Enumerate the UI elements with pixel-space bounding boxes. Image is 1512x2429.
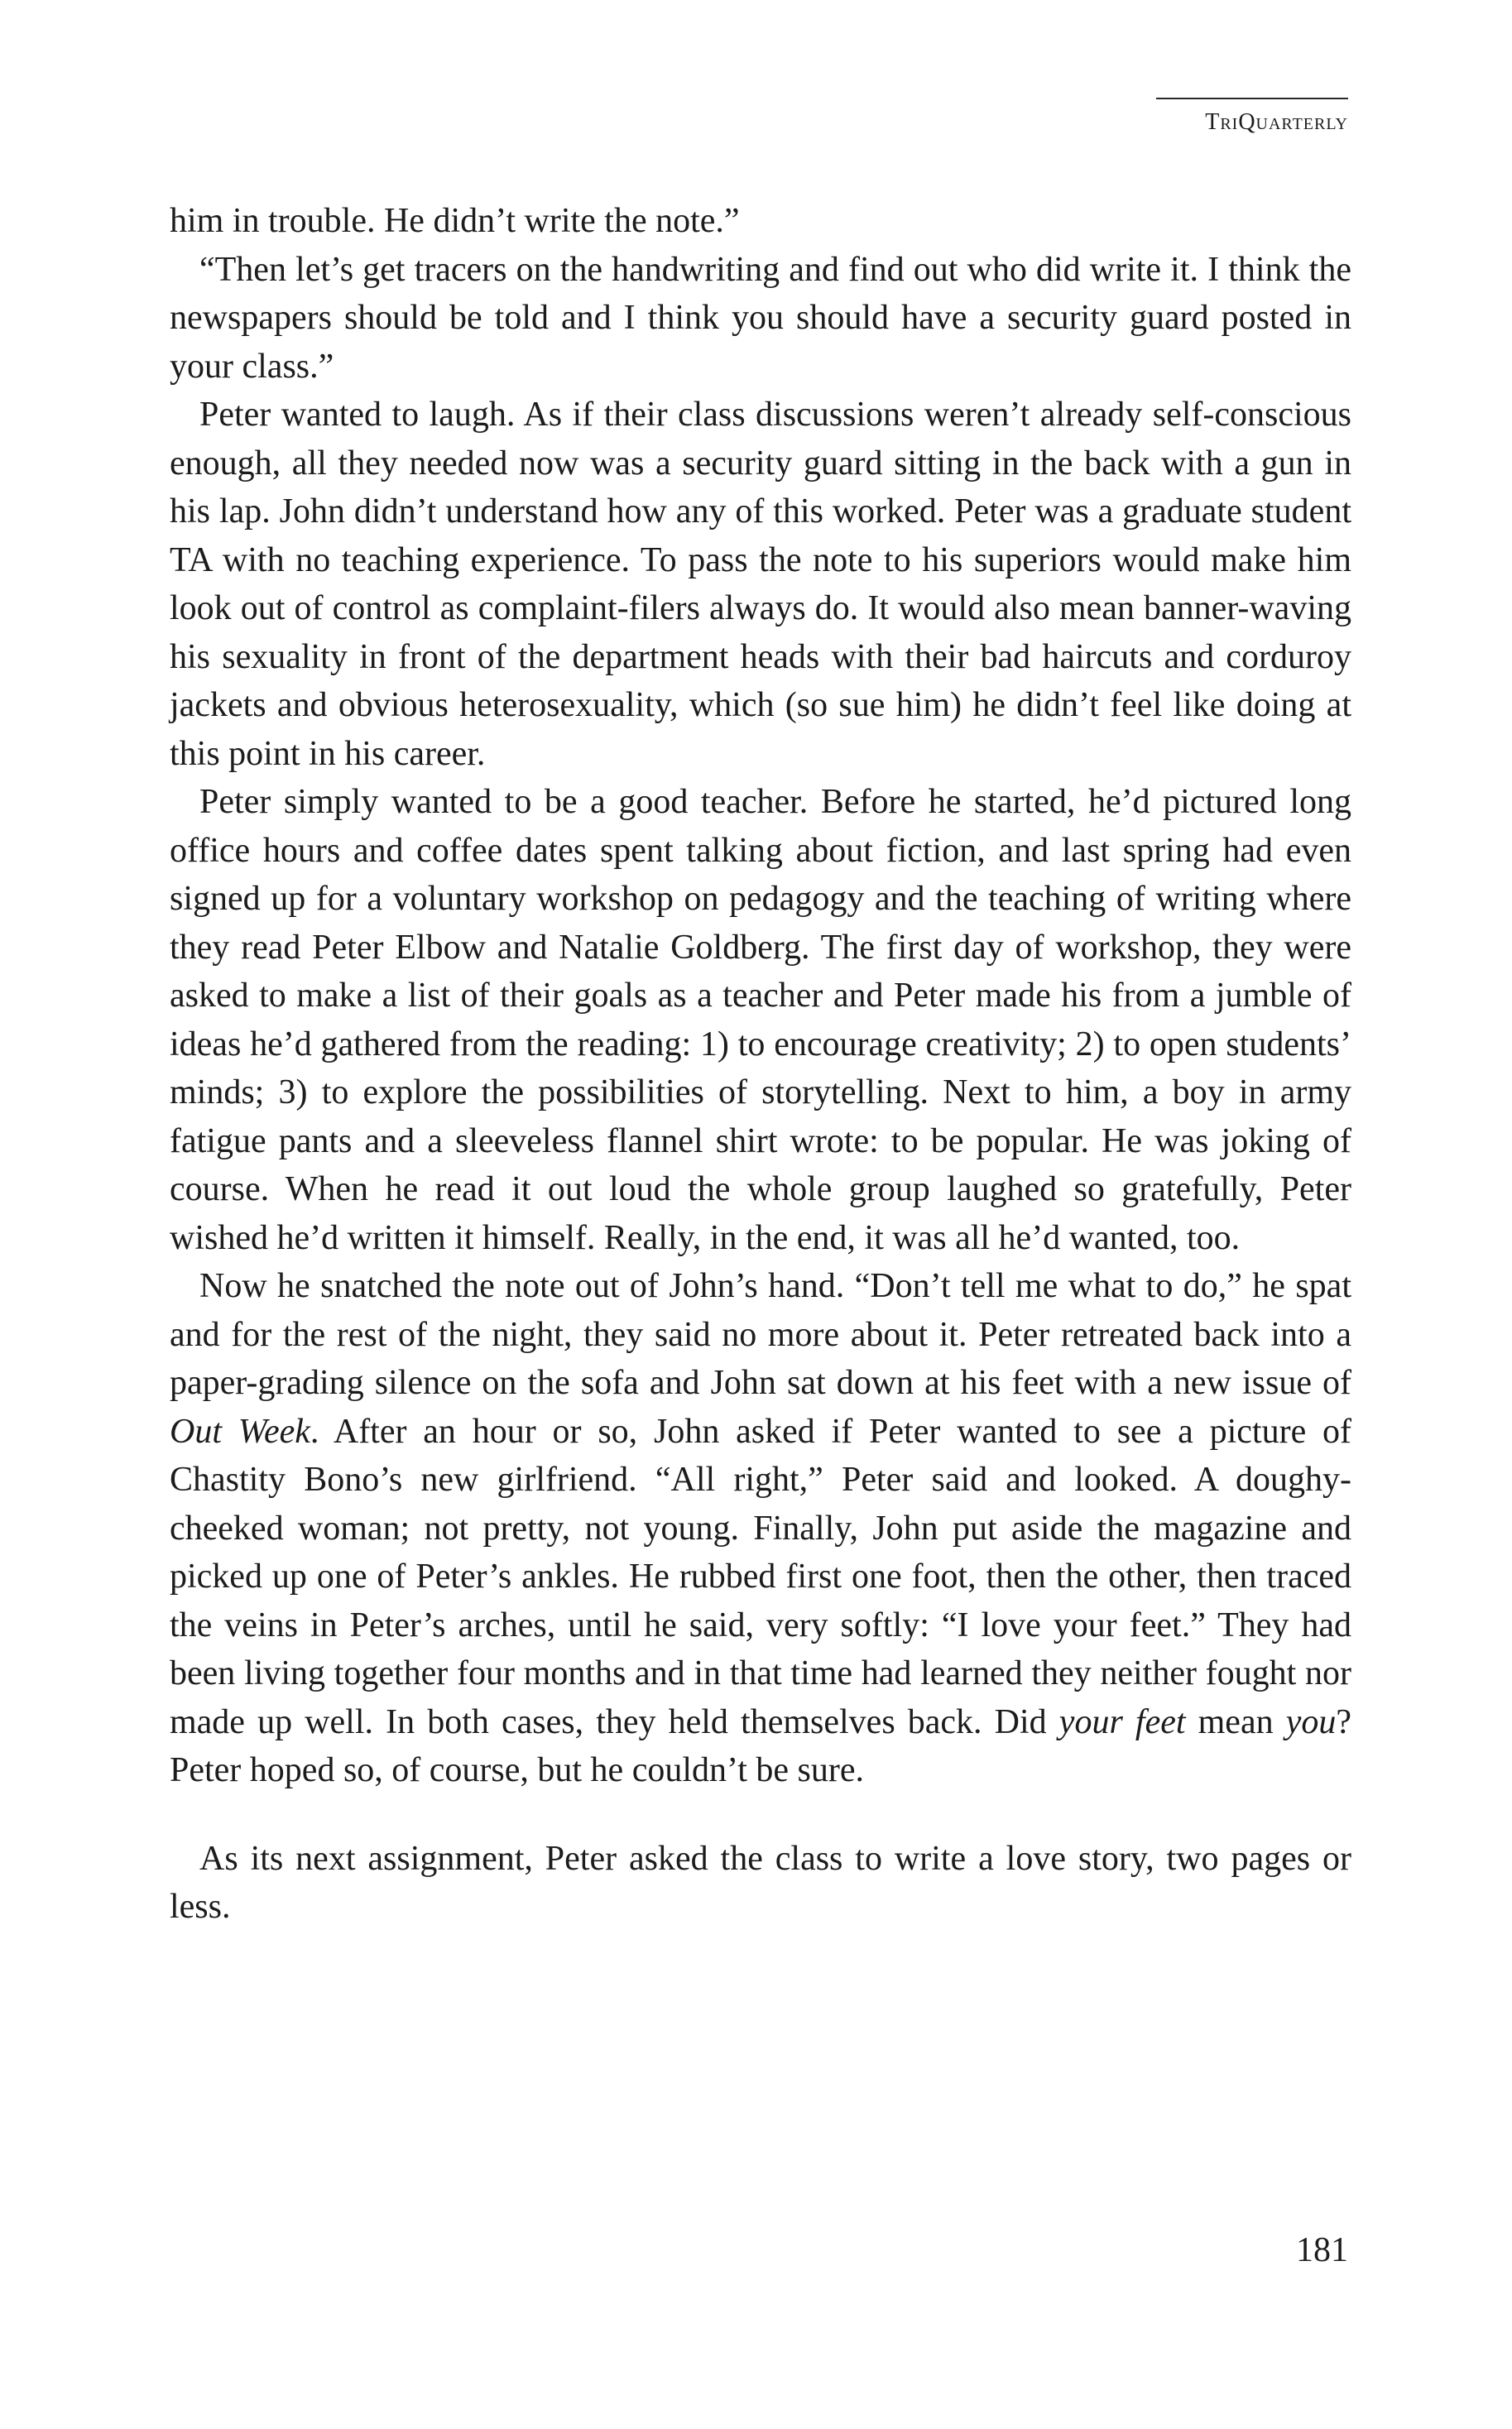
running-header [1156, 98, 1348, 136]
paragraph-5-part-a: Now he snatched the note out of John’s hand. “Don’t tell me what to do,” he spat and for the rest of the night, they said no more about it. Peter retreated back into a paper-grading silence on the sofa and John sat down at his feet with a new issue of [170, 1267, 1351, 1402]
body-text [170, 197, 1351, 1932]
header-rule [1156, 98, 1348, 99]
italic-you: you [1285, 1702, 1337, 1741]
paragraph-4: Peter simply wanted to be a good teacher. Before he started, he’d pictured long office hours and coffee dates spent talking about fiction, and last spring had even signed up for a voluntary workshop on pedagogy and the teaching of writing where they read Peter Elbow and Natalie Goldberg. The first day of workshop, they were asked to make a list of their goals as a teacher and Peter made his from a jumble of ideas he’d gathered from the reading: 1) to encourage creativity; 2) to open students’ minds; 3) to explore the possibilities of storytelling. Next to him, a boy in army fatigue pants and a sleeveless flannel shirt wrote: to be popular. He was joking of course. When he read it out loud the whole group laughed so gratefully, Peter wished he’d written it himself. Really, in the end, it was all he’d wanted, too. [170, 783, 1351, 1257]
journal-title: TriQuarterly [1205, 109, 1348, 135]
section-break [170, 1795, 1351, 1835]
page-number: 181 [1296, 2231, 1348, 2269]
paragraph-3: Peter wanted to laugh. As if their class discussions weren’t already self-conscious enough, all they needed now was a security guard sitting in the back with a gun in his lap. John didn’t understand how any of this worked. Peter was a graduate student TA with no teaching experience. To pass the note to his superiors would make him look out of control as complaint-filers always do. It would also mean banner-waving his sexuality in front of the department heads with their bad haircuts and corduroy jackets and obvious heterosexuality, which (so sue him) he didn’t feel like doing at this point in his career. [170, 396, 1351, 773]
italic-your-feet: your feet [1058, 1702, 1186, 1741]
paragraph-5-part-d: ? Peter hoped so, of course, but he couldn’t be sure. [170, 1702, 1352, 1789]
paragraph-5-part-b: . After an hour or so, John asked if Peter wanted to see a picture of Chastity Bono’s new girlfriend. “All right,” Peter said and looked. A doughy-cheeked woman; not pretty, not young. Finally, John put aside the magazine and picked up one of Peter’s ankles. He rubbed first one foot, then the other, then traced the veins in Peter’s arches, until he said, very softly: “I love your feet.” They had been living together four months and in that time had learned they neither fought nor made up well. In both cases, they held themselves back. Did [170, 1412, 1351, 1741]
paragraph-2: “Then let’s get tracers on the handwriting and find out who did write it. I think the newspapers should be told and I think you should have a security guard posted in your class.” [170, 250, 1351, 386]
magazine-title: Out Week [170, 1412, 310, 1451]
paragraph-5-part-c: mean [1185, 1702, 1286, 1741]
paragraph-6: As its next assignment, Peter asked the class to write a love story, two pages or less. [170, 1839, 1351, 1926]
paragraph-1: him in trouble. He didn’t write the note.” [170, 202, 740, 240]
paragraph-5 [170, 1262, 1351, 1795]
